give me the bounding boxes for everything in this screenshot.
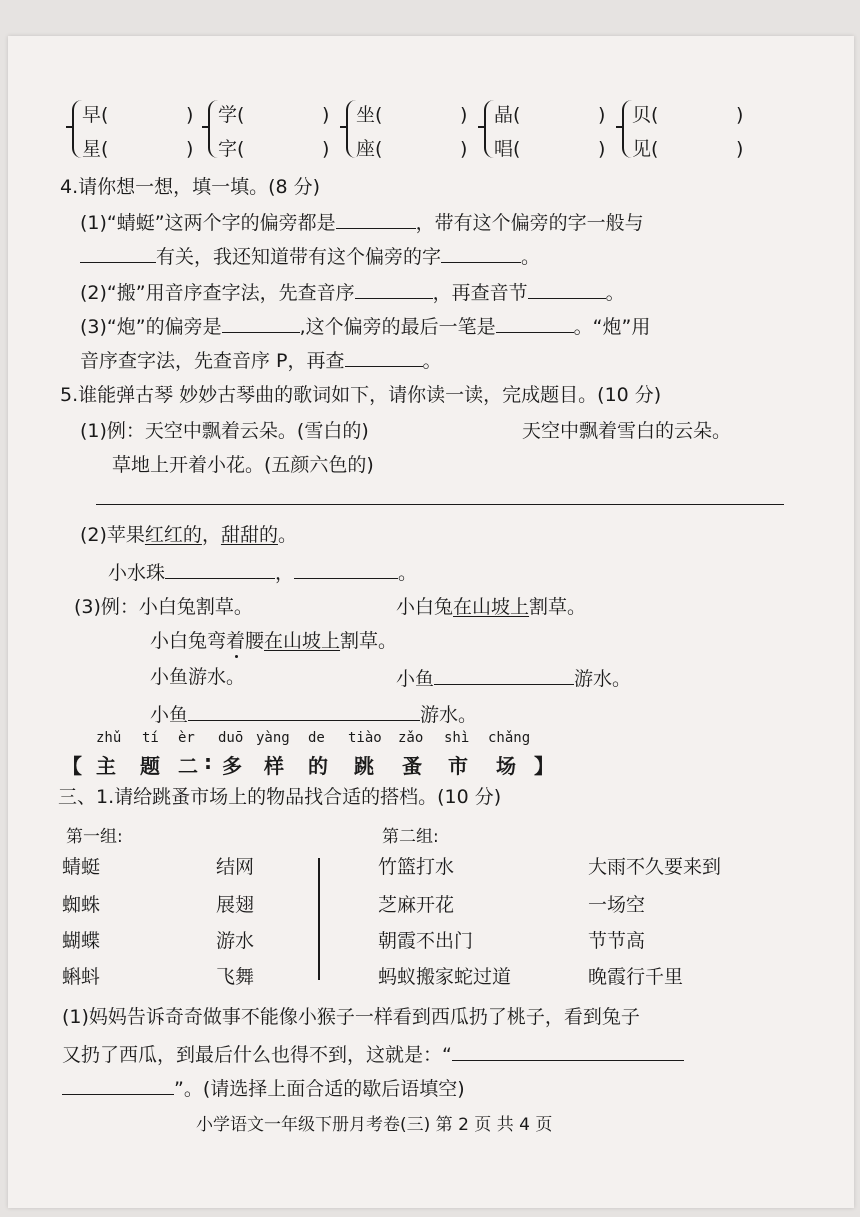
text: ，带有这个偏旁的字一般与 bbox=[415, 212, 644, 234]
text: ， bbox=[201, 524, 221, 546]
text: (3)“炮”的偏旁是 bbox=[80, 316, 222, 338]
q4-title: 4.请你想一想，填一填。(8 分) bbox=[60, 176, 321, 198]
topic-char: 题 bbox=[140, 754, 162, 778]
group2-left-item[interactable]: 朝霞不出门 bbox=[378, 930, 474, 952]
answer-blank[interactable] bbox=[345, 346, 423, 367]
answer-blank[interactable] bbox=[452, 1040, 684, 1061]
text: (1)“蜻蜓”这两个字的偏旁都是 bbox=[80, 212, 336, 234]
dotted-text: 弯着腰 bbox=[207, 630, 265, 652]
underlined-text: 在山坡上 bbox=[264, 630, 341, 652]
topic-char: 市 bbox=[448, 754, 470, 778]
text: (2)“搬”用音序查字法，先查音序 bbox=[80, 282, 355, 304]
q5-ex3-right bbox=[396, 594, 586, 620]
topic-char: : bbox=[204, 750, 214, 774]
pair-bottom: 见( bbox=[632, 138, 659, 160]
q5-ex1-right: 天空中飘着雪白的云朵。 bbox=[522, 420, 732, 442]
group1-left-item[interactable]: 蝴蝶 bbox=[62, 930, 101, 952]
text: 。 bbox=[521, 246, 541, 268]
topic-char: 蚤 bbox=[402, 754, 424, 778]
group1-left-item[interactable]: 蝌蚪 bbox=[62, 966, 101, 988]
close-paren: ) bbox=[460, 138, 468, 160]
underlined-text: 红红的 bbox=[144, 524, 202, 546]
group2-right-item[interactable]: 节节高 bbox=[588, 930, 646, 952]
group1-right-item[interactable]: 结网 bbox=[216, 856, 255, 878]
topic-char: 样 bbox=[264, 754, 286, 778]
answer-blank[interactable] bbox=[80, 242, 156, 263]
pair-bottom: 唱( bbox=[494, 138, 521, 160]
pair-top: 学( bbox=[218, 104, 245, 126]
group2-right-item[interactable]: 大雨不久要来到 bbox=[588, 856, 722, 878]
text: ,这个偏旁的最后一笔是 bbox=[299, 316, 496, 338]
close-paren: ) bbox=[598, 104, 606, 126]
group2-right-item[interactable]: 晚霞行千里 bbox=[588, 966, 684, 988]
pair-top: 晶( bbox=[494, 104, 521, 126]
q5-ex3-task1: 小鱼游水。 bbox=[150, 666, 246, 688]
text: 又扔了西瓜，到最后什么也得不到，这就是：“ bbox=[62, 1044, 452, 1066]
q5-ex2 bbox=[80, 522, 297, 548]
text: ，再查音节 bbox=[432, 282, 528, 304]
q4-part1-line2 bbox=[80, 242, 540, 270]
answer-blank[interactable] bbox=[434, 664, 574, 685]
topic-bracket-close: 】 bbox=[534, 754, 556, 778]
answer-blank[interactable] bbox=[355, 278, 433, 299]
pair-top: 早( bbox=[82, 104, 109, 126]
q5-ex2-task bbox=[108, 558, 417, 586]
q5-ex3-task2 bbox=[396, 664, 631, 692]
text: 。 bbox=[605, 282, 625, 304]
group1-left-item[interactable]: 蜘蛛 bbox=[62, 894, 101, 916]
close-paren: ) bbox=[322, 138, 330, 160]
q5-ex1-left: (1)例：天空中飘着云朵。(雪白的) bbox=[80, 420, 369, 442]
sub1-line3 bbox=[62, 1074, 465, 1102]
page-footer: 小学语文一年级下册月考卷(三) 第 2 页 共 4 页 bbox=[196, 1115, 553, 1135]
group1-right-item[interactable]: 展翅 bbox=[216, 894, 255, 916]
pinyin: zhǔ bbox=[96, 730, 122, 746]
pinyin: shì bbox=[444, 730, 470, 746]
group1-left-item[interactable]: 蜻蜓 bbox=[62, 856, 101, 878]
text: 小水珠 bbox=[108, 562, 166, 584]
q5-ex1-task: 草地上开着小花。(五颜六色的) bbox=[112, 454, 374, 476]
q4-part3-line2 bbox=[80, 346, 442, 374]
text: 割草。 bbox=[529, 596, 587, 618]
topic-char: 主 bbox=[96, 754, 118, 778]
text: 。 bbox=[398, 562, 418, 584]
text: 。“炮”用 bbox=[573, 316, 651, 338]
answer-blank[interactable] bbox=[62, 1074, 174, 1095]
close-paren: ) bbox=[736, 104, 744, 126]
topic-char: 二 bbox=[178, 754, 200, 778]
pair-bottom: 星( bbox=[82, 138, 109, 160]
topic-char: 的 bbox=[308, 754, 330, 778]
group-divider bbox=[318, 858, 320, 980]
text: 小白兔 bbox=[150, 630, 208, 652]
text: 小白兔 bbox=[396, 596, 454, 618]
topic-char: 多 bbox=[222, 754, 244, 778]
topic-char: 跳 bbox=[354, 754, 376, 778]
group2-right-item[interactable]: 一场空 bbox=[588, 894, 646, 916]
q4-part1-line1 bbox=[80, 208, 644, 236]
text: 有关，我还知道带有这个偏旁的字 bbox=[156, 246, 442, 268]
answer-blank[interactable] bbox=[528, 278, 606, 299]
group1-right-item[interactable]: 游水 bbox=[216, 930, 255, 952]
close-paren: ) bbox=[186, 104, 194, 126]
group2-left-item[interactable]: 蚂蚁搬家蛇过道 bbox=[378, 966, 512, 988]
q4-part3-line1 bbox=[80, 312, 650, 340]
q5-ex3-left: (3)例：小白兔割草。 bbox=[74, 596, 253, 618]
pinyin: èr bbox=[178, 730, 195, 746]
q4-part2 bbox=[80, 278, 625, 306]
text: ”。(请选择上面合适的歇后语填空) bbox=[174, 1078, 465, 1100]
text: (2)苹果 bbox=[80, 524, 145, 546]
answer-blank[interactable] bbox=[165, 558, 275, 579]
group1-label: 第一组: bbox=[66, 827, 123, 847]
answer-line[interactable] bbox=[96, 504, 784, 505]
pair-top: 贝( bbox=[632, 104, 659, 126]
text: 音序查字法，先查音序 P，再查 bbox=[80, 350, 345, 372]
sub1-line2 bbox=[62, 1040, 684, 1068]
underlined-text: 甜甜的 bbox=[220, 524, 278, 546]
pinyin: chǎng bbox=[488, 730, 531, 746]
topic-bracket-open: 【 bbox=[62, 754, 84, 778]
topic-char: 场 bbox=[496, 754, 518, 778]
group2-label: 第二组: bbox=[382, 827, 439, 847]
text: ， bbox=[275, 562, 295, 584]
q5-ex3-task3 bbox=[150, 700, 477, 728]
group2-left-item[interactable]: 芝麻开花 bbox=[378, 894, 455, 916]
close-paren: ) bbox=[460, 104, 468, 126]
pair-top: 坐( bbox=[356, 104, 383, 126]
close-paren: ) bbox=[598, 138, 606, 160]
answer-blank[interactable] bbox=[336, 208, 416, 229]
close-paren: ) bbox=[736, 138, 744, 160]
answer-blank[interactable] bbox=[222, 312, 300, 333]
text: 游水。 bbox=[574, 668, 632, 690]
pinyin: yàng bbox=[256, 730, 290, 746]
pinyin: tiào bbox=[348, 730, 382, 746]
pinyin: tí bbox=[142, 730, 159, 746]
text: 。 bbox=[277, 524, 297, 546]
answer-blank[interactable] bbox=[294, 558, 398, 579]
pair-bottom: 字( bbox=[218, 138, 245, 160]
pair-bottom: 座( bbox=[356, 138, 383, 160]
sub1-line1: (1)妈妈告诉奇奇做事不能像小猴子一样看到西瓜扔了桃子，看到兔子 bbox=[62, 1006, 640, 1028]
text: 小鱼 bbox=[396, 668, 435, 690]
answer-blank[interactable] bbox=[496, 312, 574, 333]
answer-blank[interactable] bbox=[441, 242, 521, 263]
answer-blank[interactable] bbox=[188, 700, 420, 721]
close-paren: ) bbox=[322, 104, 330, 126]
text: 游水。 bbox=[420, 704, 478, 726]
pinyin: zǎo bbox=[398, 730, 424, 746]
q5-ex3-expanded bbox=[150, 628, 397, 654]
text: 小鱼 bbox=[150, 704, 189, 726]
section3-title: 三、1.请给跳蚤市场上的物品找合适的搭档。(10 分) bbox=[58, 786, 502, 808]
q5-title: 5.谁能弹古琴 妙妙古琴曲的歌词如下，请你读一读，完成题目。(10 分) bbox=[60, 384, 662, 406]
group1-right-item[interactable]: 飞舞 bbox=[216, 966, 255, 988]
group2-left-item[interactable]: 竹篮打水 bbox=[378, 856, 455, 878]
close-paren: ) bbox=[186, 138, 194, 160]
underlined-text: 在山坡上 bbox=[453, 596, 530, 618]
text: 。 bbox=[422, 350, 442, 372]
pinyin: duō bbox=[218, 730, 244, 746]
pinyin: de bbox=[308, 730, 325, 746]
text: 割草。 bbox=[340, 630, 398, 652]
